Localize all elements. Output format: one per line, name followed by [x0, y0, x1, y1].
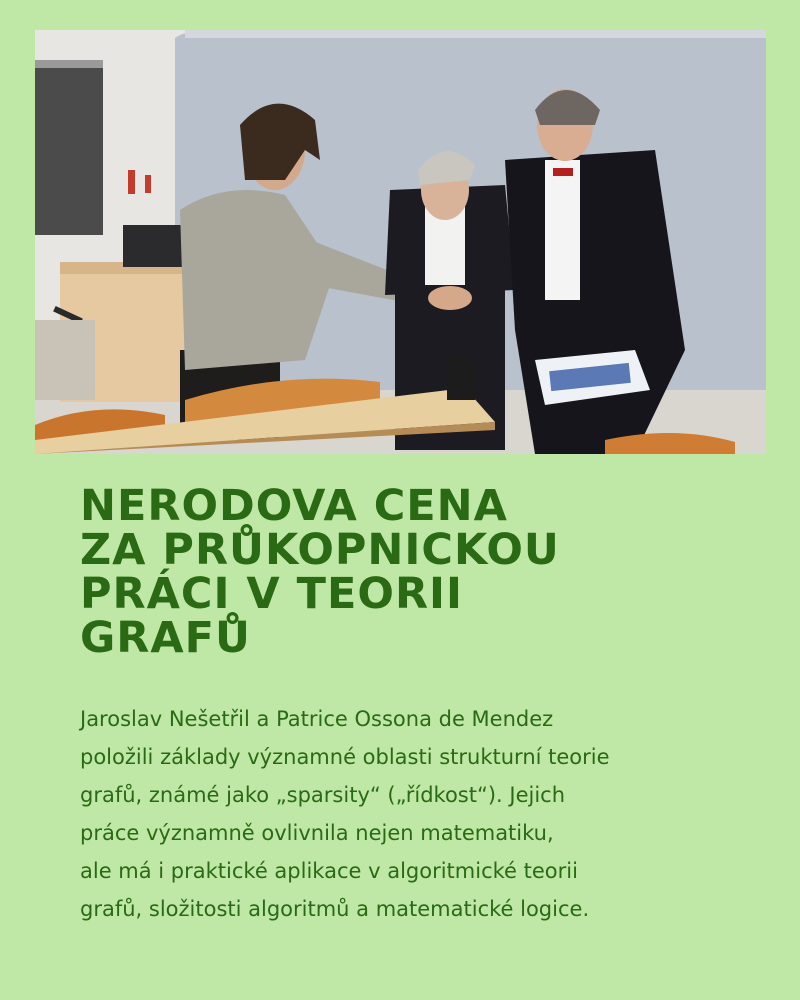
body-paragraph: Jaroslav Nešetřil a Patrice Ossona de Mendez položili základy významné oblasti strukturní teorie grafů, známé jako „sparsity“ („řídkost“). Jejich práce významně ovlivnila nejen matematiku, ale má i praktické aplikace v algoritmické teorii grafů, složitosti algoritmů a matematické logice.: [80, 707, 610, 921]
award-ceremony-photo: [35, 30, 766, 454]
photo-illustration: [35, 30, 766, 454]
headline: NERODOVA CENA ZA PRŮKOPNICKOU PRÁCI V TEORII GRAFŮ: [80, 481, 560, 663]
